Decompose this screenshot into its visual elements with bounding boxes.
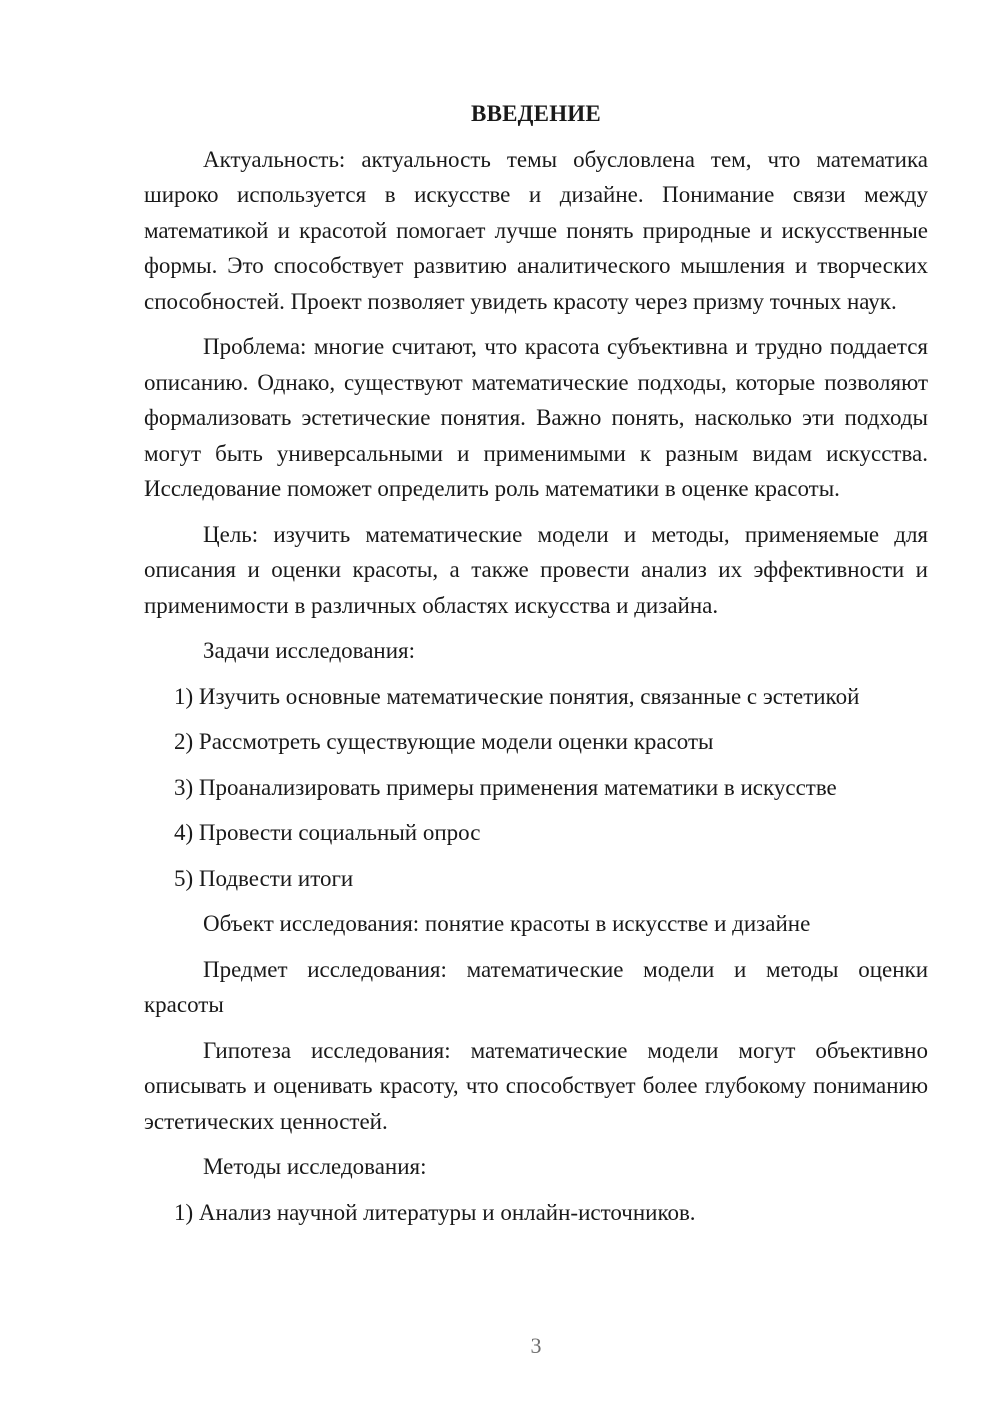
goal-paragraph: Цель: изучить математические модели и методы, применяемые для описания и оценки красоты, а также провести анализ их эффективности и применимости в различных областях искусства и дизайна.	[144, 521, 928, 618]
problem-paragraph: Проблема: многие считают, что красота субъективна и трудно поддается описанию. Однако, существуют математические подходы, которые позволяют формализовать эстетические понятия. Важно понять, насколько эти подходы могут быть универсальными и применимыми к разным видам искусства. Исследование поможет определить роль математики в оценке красоты.	[144, 334, 928, 501]
list-item: 4) Провести социальный опрос	[174, 820, 481, 845]
object-paragraph: Объект исследования: понятие красоты в искусстве и дизайне	[203, 911, 811, 936]
subject-paragraph: Предмет исследования: математические модели и методы оценки красоты	[144, 956, 928, 1017]
list-item: 2) Рассмотреть существующие модели оценки красоты	[174, 729, 714, 754]
section-title: ВВЕДЕНИЕ	[471, 101, 601, 126]
list-item: 3) Проанализировать примеры применения математики в искусстве	[174, 774, 837, 800]
methods-list	[144, 1195, 928, 1231]
relevance-paragraph: Актуальность: актуальность темы обусловлена тем, что математика широко используется в искусстве и дизайне. Понимание связи между математикой и красотой помогает лучше понять природные и искусственные формы. Это способствует развитию аналитического мышления и творческих способностей. Проект позволяет увидеть красоту через призму точных наук.	[144, 146, 928, 314]
methods-label: Методы исследования:	[203, 1154, 427, 1179]
list-item: 1) Изучить основные математические понятия, связанные с эстетикой	[174, 683, 860, 709]
list-item: 1) Анализ научной литературы и онлайн-источников.	[174, 1199, 696, 1225]
tasks-label: Задачи исследования:	[203, 638, 416, 663]
page-number: 3	[530, 1333, 542, 1358]
hypothesis-paragraph: Гипотеза исследования: математические модели могут объективно описывать и оценивать красоту, что способствует более глубокому пониманию эстетических ценностей.	[144, 1037, 928, 1134]
list-item: 5) Подвести итоги	[174, 865, 354, 891]
tasks-list	[144, 679, 928, 897]
document-page	[144, 96, 928, 1240]
